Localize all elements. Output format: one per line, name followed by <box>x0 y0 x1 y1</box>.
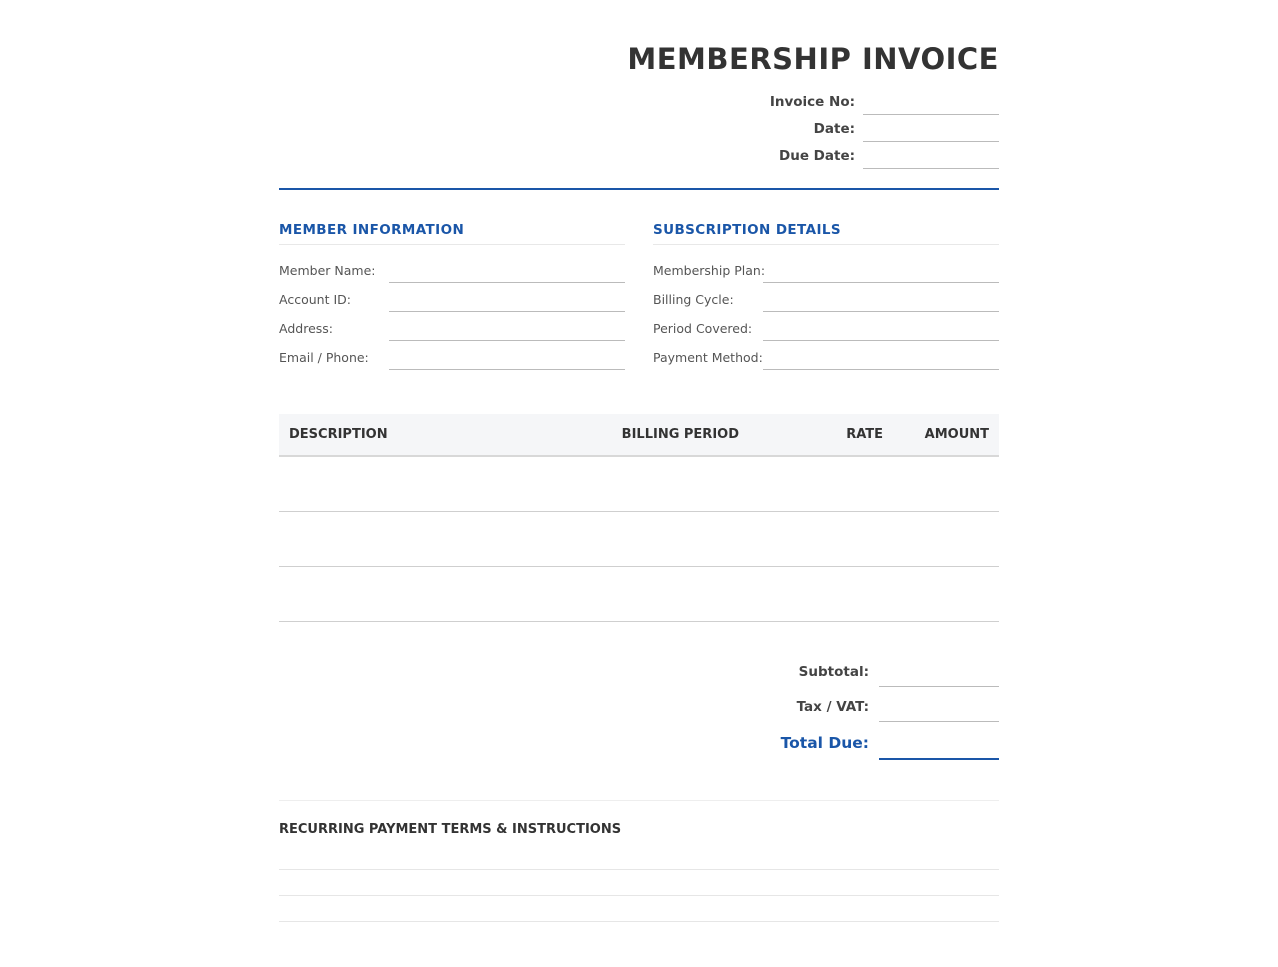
invoice-date-row <box>699 115 999 142</box>
row-billing-period-cell[interactable] <box>579 567 749 622</box>
payment-method-field[interactable] <box>763 347 999 370</box>
address-field[interactable] <box>389 318 625 341</box>
member-information-title: MEMBER INFORMATION <box>279 222 625 245</box>
period-covered-row <box>653 312 999 341</box>
table-header-row <box>279 414 999 456</box>
column-header-amount: AMOUNT <box>893 414 999 456</box>
row-amount-cell[interactable] <box>893 456 999 512</box>
column-header-rate: RATE <box>749 414 893 456</box>
table-row <box>279 456 999 512</box>
billing-cycle-label: Billing Cycle: <box>653 292 734 307</box>
table-row <box>279 512 999 567</box>
subtotal-label: Subtotal: <box>798 664 869 680</box>
period-covered-label: Period Covered: <box>653 321 753 336</box>
subscription-details-title: SUBSCRIPTION DETAILS <box>653 222 999 245</box>
invoice-number-field[interactable] <box>863 88 999 115</box>
header-divider <box>279 188 999 190</box>
due-date-label: Due Date: <box>779 148 855 164</box>
due-date-row <box>699 142 999 169</box>
row-description-cell[interactable] <box>279 456 579 512</box>
row-amount-cell[interactable] <box>893 567 999 622</box>
invoice-title: MEMBERSHIP INVOICE <box>627 42 999 76</box>
row-rate-cell[interactable] <box>749 456 893 512</box>
tax-row <box>679 687 999 722</box>
line-items-table <box>279 414 999 622</box>
invoice-date-label: Date: <box>813 121 855 137</box>
terms-line[interactable] <box>279 895 999 896</box>
account-id-row <box>279 283 625 312</box>
row-amount-cell[interactable] <box>893 512 999 567</box>
terms-title: RECURRING PAYMENT TERMS & INSTRUCTIONS <box>279 822 622 837</box>
subscription-details-fields <box>653 254 999 370</box>
totals-block <box>679 652 999 760</box>
billing-cycle-row <box>653 283 999 312</box>
billing-cycle-field[interactable] <box>763 289 999 312</box>
address-row <box>279 312 625 341</box>
subscription-details-section <box>653 222 999 370</box>
row-billing-period-cell[interactable] <box>579 456 749 512</box>
payment-method-label: Payment Method: <box>653 350 763 365</box>
address-label: Address: <box>279 321 333 336</box>
row-billing-period-cell[interactable] <box>579 512 749 567</box>
row-rate-cell[interactable] <box>749 512 893 567</box>
member-information-section <box>279 222 625 370</box>
period-covered-field[interactable] <box>763 318 999 341</box>
email-phone-field[interactable] <box>389 347 625 370</box>
invoice-date-field[interactable] <box>863 115 999 142</box>
terms-divider <box>279 800 999 801</box>
member-information-fields <box>279 254 625 370</box>
total-due-field[interactable] <box>879 728 999 760</box>
membership-plan-field[interactable] <box>763 260 999 283</box>
tax-field[interactable] <box>879 691 999 722</box>
account-id-label: Account ID: <box>279 292 351 307</box>
row-rate-cell[interactable] <box>749 567 893 622</box>
total-due-row <box>679 722 999 760</box>
invoice-number-row <box>699 88 999 115</box>
membership-plan-row <box>653 254 999 283</box>
member-name-row <box>279 254 625 283</box>
row-description-cell[interactable] <box>279 567 579 622</box>
tax-label: Tax / VAT: <box>796 699 869 715</box>
member-name-field[interactable] <box>389 260 625 283</box>
table-row <box>279 567 999 622</box>
subtotal-field[interactable] <box>879 656 999 687</box>
invoice-meta <box>699 88 999 169</box>
total-due-label: Total Due: <box>780 734 869 752</box>
column-header-description: DESCRIPTION <box>279 414 579 456</box>
payment-method-row <box>653 341 999 370</box>
due-date-field[interactable] <box>863 142 999 169</box>
row-description-cell[interactable] <box>279 512 579 567</box>
invoice-page <box>279 0 999 967</box>
member-name-label: Member Name: <box>279 263 376 278</box>
email-phone-label: Email / Phone: <box>279 350 369 365</box>
email-phone-row <box>279 341 625 370</box>
terms-line[interactable] <box>279 921 999 922</box>
terms-line[interactable] <box>279 869 999 870</box>
account-id-field[interactable] <box>389 289 625 312</box>
subtotal-row <box>679 652 999 687</box>
column-header-billing-period: BILLING PERIOD <box>579 414 749 456</box>
invoice-number-label: Invoice No: <box>769 94 855 110</box>
membership-plan-label: Membership Plan: <box>653 263 766 278</box>
